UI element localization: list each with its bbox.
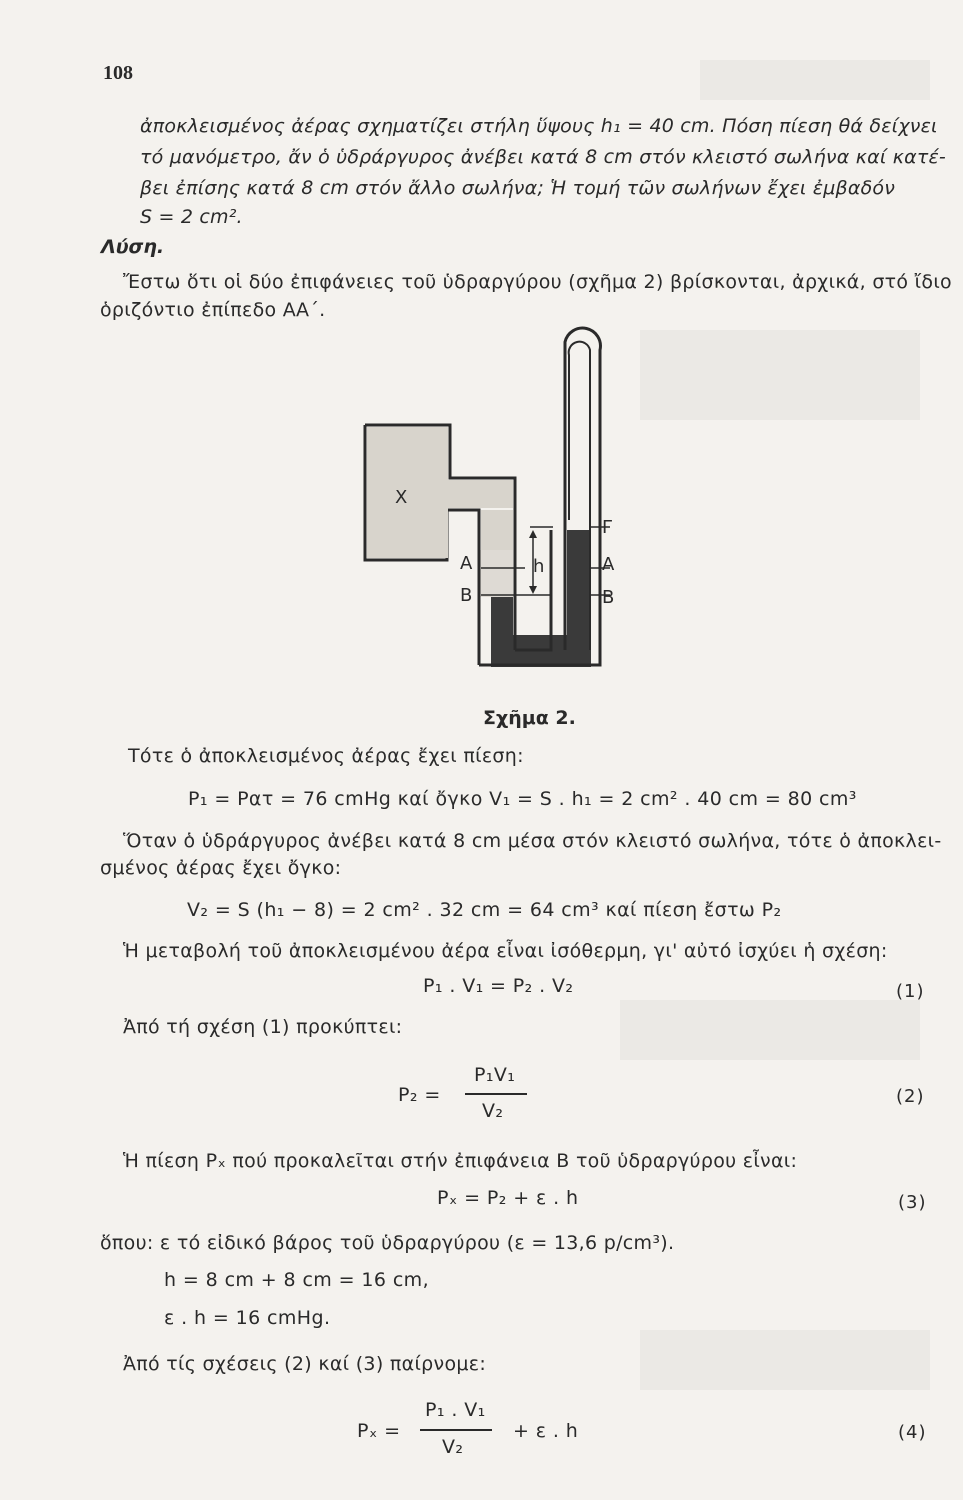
problem-line: βει ἐπίσης κατά 8 cm στόν ἄλλο σωλήνα; Ἡ τομή τῶν σωλήνων ἔχει ἐμβαδόν bbox=[140, 177, 896, 199]
show-through bbox=[640, 1330, 930, 1390]
equation-4-lhs: Pₓ = bbox=[357, 1420, 401, 1442]
text-line: Ἡ πίεση Pₓ πού προκαλεῖται στήν ἐπιφάνεια B τοῦ ὑδραργύρου εἶναι: bbox=[123, 1150, 798, 1172]
equation-number: (1) bbox=[896, 981, 925, 1002]
label-b-left: B bbox=[460, 585, 473, 606]
page-number: 108 bbox=[103, 62, 133, 84]
mercury-right-column bbox=[567, 530, 591, 649]
label-a-right: A bbox=[602, 554, 615, 575]
show-through bbox=[700, 60, 930, 100]
text-line: σμένος ἀέρας ἔχει ὄγκο: bbox=[100, 857, 342, 879]
fraction-bar bbox=[465, 1093, 527, 1095]
text-line: Ἀπό τή σχέση (1) προκύπτει: bbox=[123, 1016, 403, 1038]
text-line: Ἀπό τίς σχέσεις (2) καί (3) παίρνομε: bbox=[123, 1353, 487, 1375]
figure-caption: Σχῆμα 2. bbox=[483, 707, 576, 729]
equation-2-numerator: P₁V₁ bbox=[474, 1064, 516, 1086]
equation-number: (2) bbox=[896, 1086, 925, 1107]
text-line: Ἡ μεταβολή τοῦ ἀποκλεισμένου ἀέρα εἶναι ἰσόθερμη, γι' αὐτό ἰσχύει ἡ σχέση: bbox=[123, 940, 888, 962]
show-through bbox=[640, 330, 920, 420]
problem-line: ἀποκλεισμένος ἀέρας σχηματίζει στήλη ὕψους h₁ = 40 cm. Πόση πίεση θά δείχνει bbox=[140, 115, 938, 137]
text-line: ὅπου: ε τό εἰδικό βάρος τοῦ ὑδραργύρου (ε = 13,6 p/cm³). bbox=[100, 1232, 675, 1254]
equation-line: P₁ = Pατ = 76 cmHg καί ὄγκο V₁ = S . h₁ = 2 cm² . 40 cm = 80 cm³ bbox=[188, 788, 857, 810]
show-through bbox=[620, 1000, 920, 1060]
equation-line: ε . h = 16 cmHg. bbox=[164, 1307, 331, 1329]
problem-line: S = 2 cm². bbox=[140, 206, 243, 228]
manometer-figure bbox=[355, 320, 655, 680]
equation-1: P₁ . V₁ = P₂ . V₂ bbox=[423, 975, 574, 997]
text-line: Ὅταν ὁ ὑδράργυρος ἀνέβει κατά 8 cm μέσα στόν κλειστό σωλήνα, τότε ὁ ἀποκλει- bbox=[123, 830, 942, 852]
intro-line: ὁριζόντιο ἐπίπεδο ΑΑ΄. bbox=[100, 299, 326, 321]
equation-2-denominator: V₂ bbox=[482, 1100, 504, 1122]
equation-4-numerator: P₁ . V₁ bbox=[425, 1399, 486, 1421]
fraction-bar bbox=[420, 1429, 492, 1431]
solution-heading: Λύση. bbox=[101, 236, 165, 258]
equation-4-rhs: + ε . h bbox=[513, 1420, 579, 1442]
equation-line: h = 8 cm + 8 cm = 16 cm, bbox=[164, 1269, 430, 1291]
equation-3: Pₓ = P₂ + ε . h bbox=[437, 1187, 579, 1209]
label-h: h bbox=[533, 556, 545, 577]
equation-number: (3) bbox=[898, 1192, 927, 1213]
label-a-left: A bbox=[460, 553, 473, 574]
equation-4-denominator: V₂ bbox=[442, 1436, 464, 1458]
equation-number: (4) bbox=[898, 1422, 927, 1443]
intro-line: Ἔστω ὅτι οἱ δύο ἐπιφάνειες τοῦ ὑδραργύρου (σχῆμα 2) βρίσκονται, ἀρχικά, στό ἴδιο bbox=[123, 271, 952, 293]
label-x: X bbox=[395, 487, 408, 508]
label-b-right: B bbox=[602, 587, 615, 608]
equation-line: V₂ = S (h₁ − 8) = 2 cm² . 32 cm = 64 cm³ καί πίεση ἔστω P₂ bbox=[187, 899, 782, 921]
text-line: Τότε ὁ ἀποκλεισμένος ἀέρας ἔχει πίεση: bbox=[128, 745, 524, 767]
label-gamma: Γ bbox=[602, 517, 613, 538]
equation-2-lhs: P₂ = bbox=[398, 1084, 441, 1106]
problem-line: τό μανόμετρο, ἄν ὁ ὑδράργυρος ἀνέβει κατά 8 cm στόν κλειστό σωλήνα καί κατέ- bbox=[140, 146, 946, 168]
